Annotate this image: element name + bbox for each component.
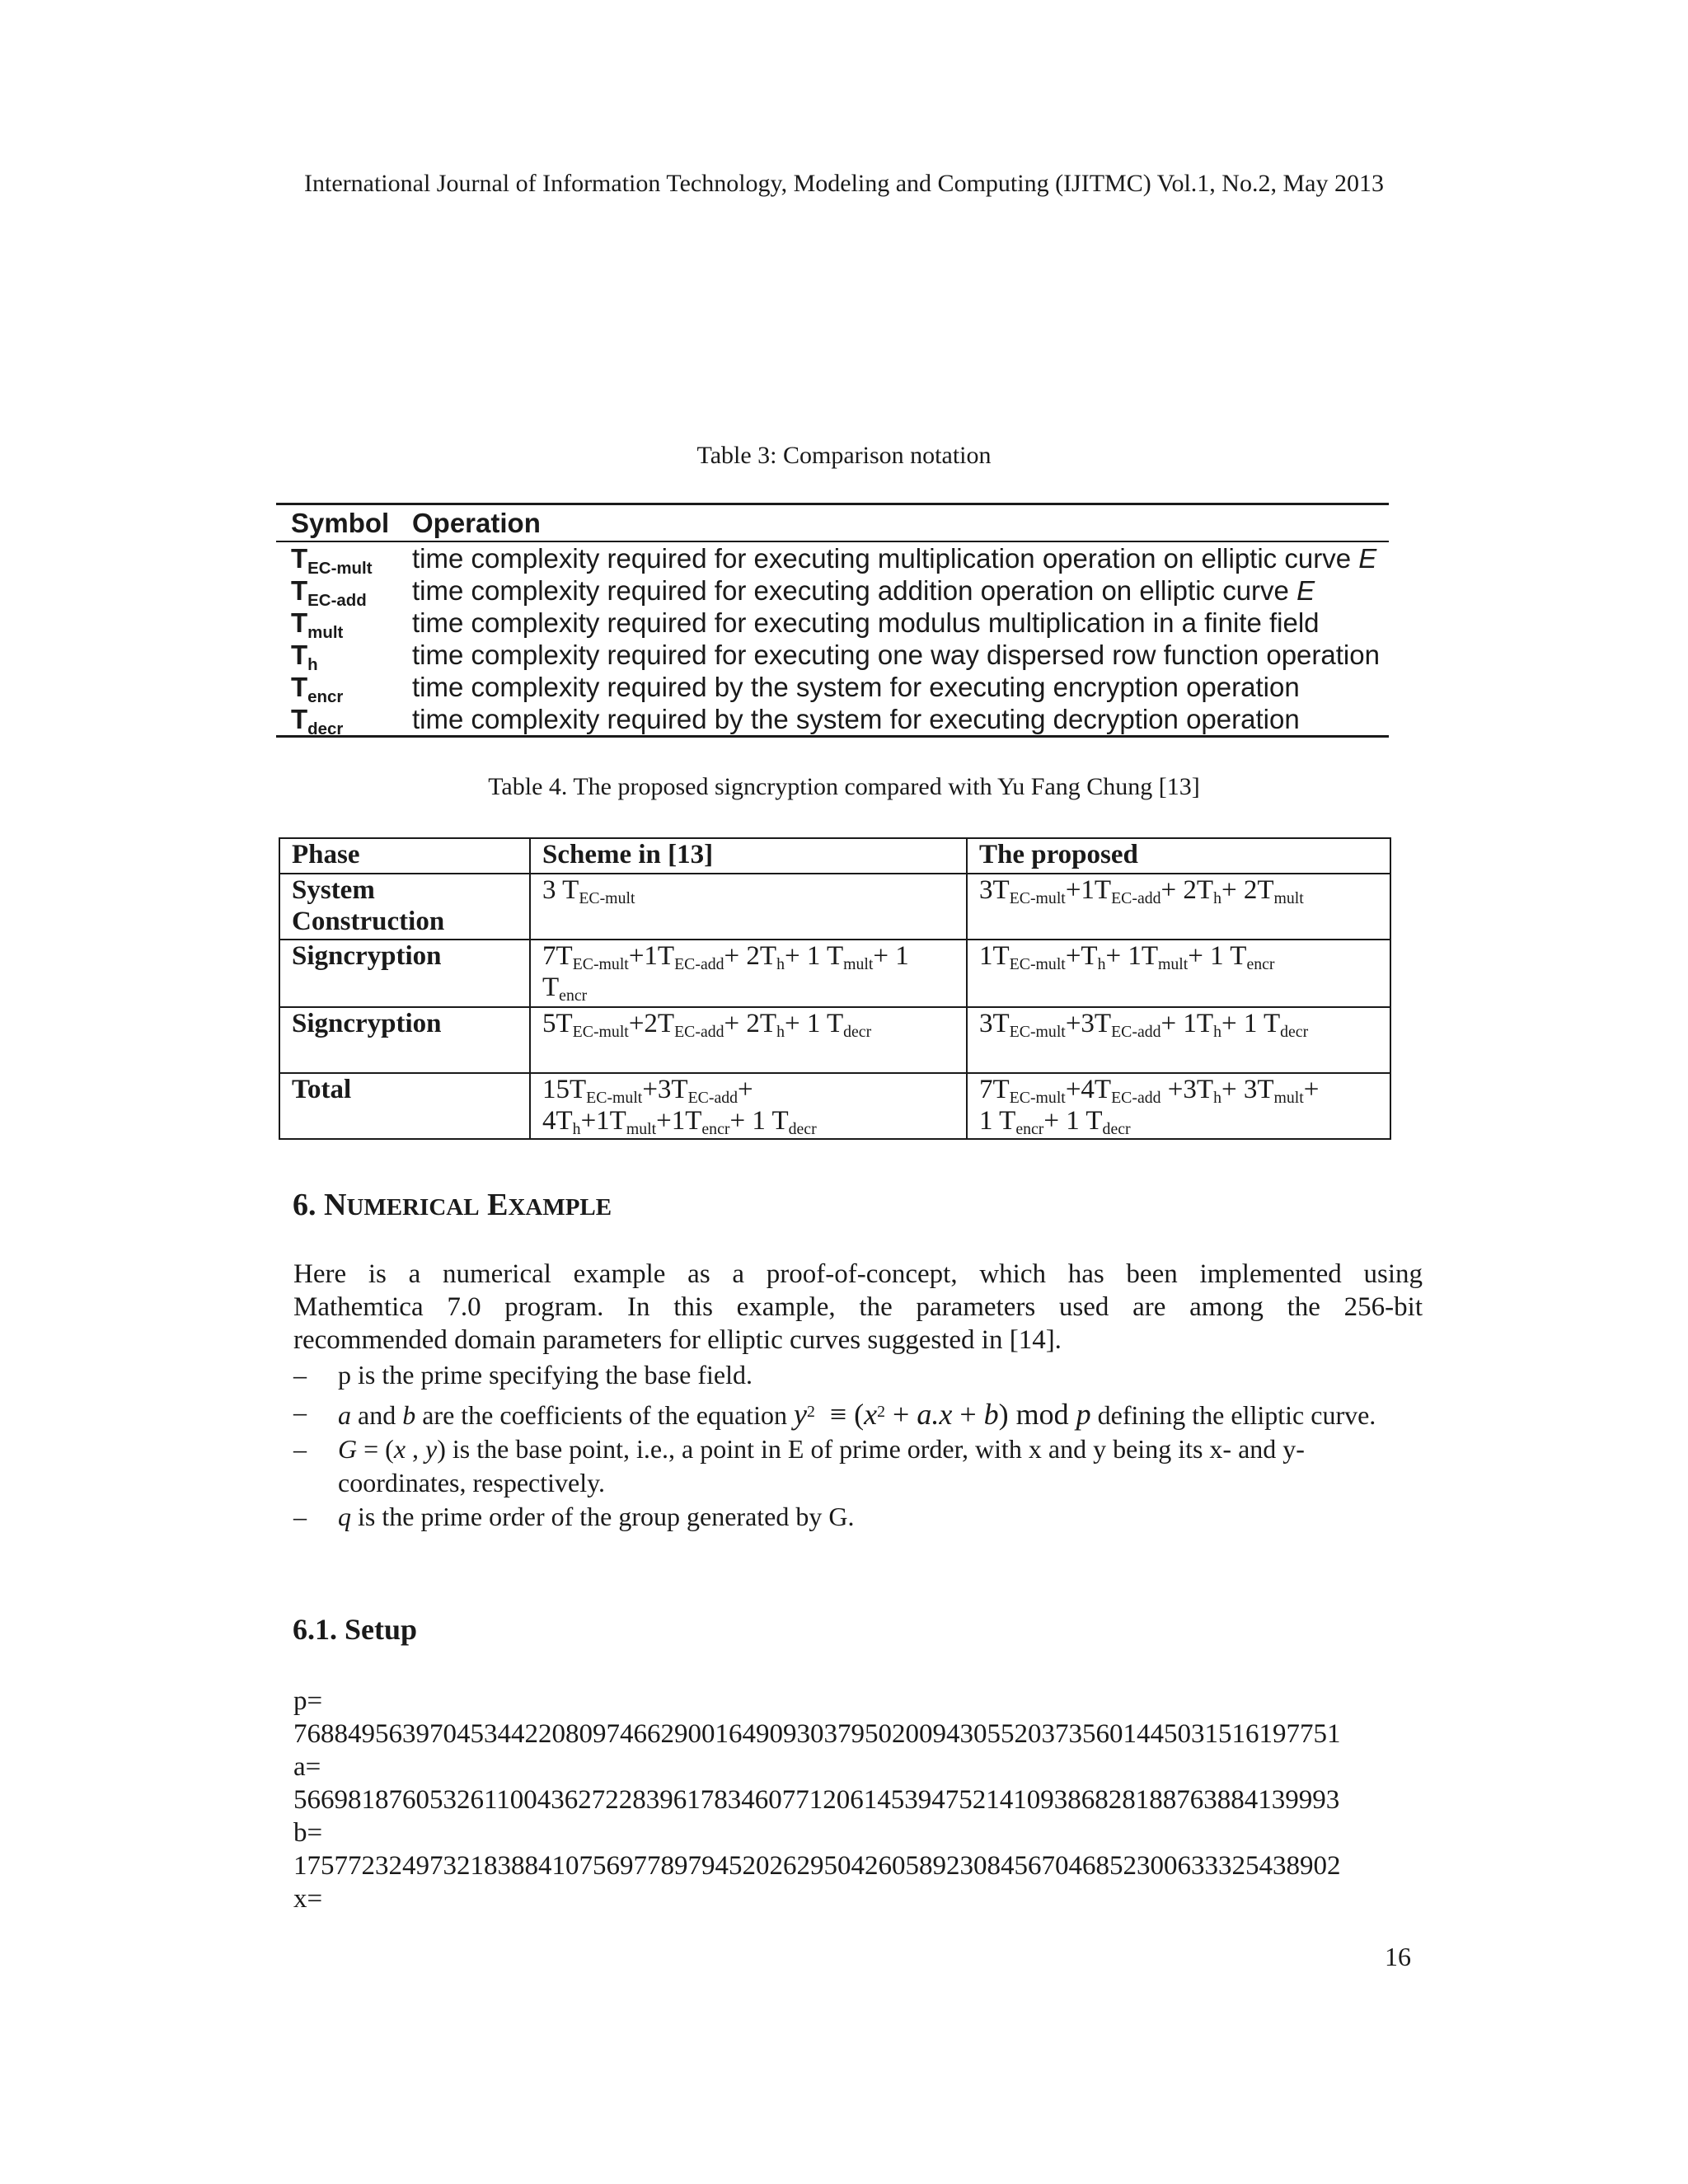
param-value: 17577232497321838841075697789794520262950426058923084567046852300633325438902 xyxy=(293,1851,1341,1881)
symbol-sub: EC-add xyxy=(307,591,367,611)
symbol-sub: encr xyxy=(307,687,344,707)
table3-header xyxy=(276,505,1389,542)
table-row xyxy=(276,703,1389,739)
table-row xyxy=(276,671,1389,707)
operation: time complexity required for executing one way dispersed row function operation xyxy=(412,640,1380,670)
symbol: T xyxy=(291,607,308,638)
param-label: b= xyxy=(293,1818,323,1848)
operation: time complexity required for executing addition operation on elliptic curve xyxy=(412,575,1289,606)
table-row xyxy=(276,639,1389,675)
section-number: 6. xyxy=(293,1188,316,1222)
symbol: T xyxy=(291,672,308,702)
proposed-cell: $1T_{EC-mult}+T_h+ 1T_{mult}+ 1$ $T_{encr}$ xyxy=(967,940,1390,1007)
scheme-cell: 3 $T_{EC-mult}$ xyxy=(530,874,967,940)
operation: time complexity required by the system for executing encryption operation xyxy=(412,672,1300,702)
intro-line: Here is a numerical example as a proof-of-concept, which has been implemented using xyxy=(293,1259,1423,1289)
operation-var: E xyxy=(1358,543,1377,574)
table-header-row xyxy=(279,838,1390,874)
param-label: p= xyxy=(293,1686,323,1716)
header-scheme: Scheme in [13] xyxy=(530,838,967,874)
table-row xyxy=(276,542,1389,579)
proposed-cell: $3T_{EC-mult}+1T_{EC-add}+ 2T_h+ 2T_{mult}$ xyxy=(967,874,1390,940)
param-value: 76884956397045344220809746629001649093037950200943055203735601445031516197751 xyxy=(293,1719,1341,1749)
scheme-cell: $7T_{EC-mult}+1T_{EC-add}+ 2T_h+ 1$ $T_{mult}+ 1$ $T_{encr}$ xyxy=(530,940,967,1007)
col-symbol: Symbol xyxy=(291,508,390,538)
symbol-sub: h xyxy=(307,655,318,675)
notation-table xyxy=(276,503,1389,738)
section-title: 6. NUMERICAL EXAMPLE xyxy=(293,1188,612,1222)
table-row xyxy=(279,1007,1390,1073)
proposed-cell: $7T_{EC-mult}+4T_{EC-add} +3T_h+ 3T_{mult}+$ 1 $T_{encr}+ 1$ $T_{decr}$ xyxy=(967,1073,1390,1139)
phase-cell: Signcryption xyxy=(279,1007,530,1073)
running-header: International Journal of Information Technology, Modeling and Computing (IJITMC) Vol.1, No.2, May 2013 xyxy=(304,170,1384,197)
intro-line: Mathemtica 7.0 program. In this example, the parameters used are among the 256-bit xyxy=(293,1292,1423,1322)
table-row xyxy=(276,574,1389,611)
symbol-sub: EC-mult xyxy=(307,559,373,579)
table-row xyxy=(276,607,1389,643)
header-proposed: The proposed xyxy=(967,838,1390,874)
symbol-sub: mult xyxy=(307,623,344,643)
symbol: T xyxy=(291,543,308,574)
param-label: a= xyxy=(293,1752,321,1782)
table-row xyxy=(279,940,1390,1007)
param-label: x= xyxy=(293,1884,323,1914)
list-item: – a and b are the coefficients of the equation $y^2 \equiv (x^2 + a.x + b)$ mod p defining the elliptic curve. xyxy=(293,1397,1376,1431)
proposed-cell: $3T_{EC-mult}+3T_{EC-add}+ 1T_h+ 1$ $T_{decr}$ xyxy=(967,1007,1390,1073)
symbol: T xyxy=(291,575,308,606)
phase-cell: Total xyxy=(279,1073,530,1139)
operation-var: E xyxy=(1296,575,1315,606)
parameter-values xyxy=(293,1685,1447,1915)
scheme-cell: $15T_{EC-mult}+3T_{EC-add}+$ $4T_h+1T_{mult}+1T_{encr}+ 1$ $T_{decr}$ xyxy=(530,1073,967,1139)
table4-caption: Table 4. The proposed signcryption compared with Yu Fang Chung [13] xyxy=(488,773,1200,800)
phase-cell: Signcryption xyxy=(279,940,530,1007)
list-item: – q is the prime order of the group generated by G. xyxy=(293,1501,855,1531)
subsection-title: 6.1. Setup xyxy=(293,1613,418,1646)
operation: time complexity required by the system for executing decryption operation xyxy=(412,704,1300,734)
header-phase: Phase xyxy=(279,838,530,874)
phase-cell: System Construction xyxy=(279,874,530,940)
page-number: 16 xyxy=(1385,1942,1411,1971)
intro-line: recommended domain parameters for elliptic curves suggested in [14]. xyxy=(293,1325,1062,1355)
list-item: – G = (x , y) is the base point, i.e., a point in E of prime order, with x and y being its x- and y-coordinates, respectively. xyxy=(293,1433,1305,1497)
table3-caption: Table 3: Comparison notation xyxy=(696,442,992,469)
intro-paragraph xyxy=(293,1258,1423,1357)
col-operation: Operation xyxy=(412,508,541,538)
table-row xyxy=(279,874,1390,940)
curve-equation: $y^2 \equiv (x^2 + a.x + b)$ mod p xyxy=(793,1397,1091,1431)
comparison-table xyxy=(279,837,1391,1140)
operation: time complexity required for executing modulus multiplication in a finite field xyxy=(412,607,1320,638)
list-item: – p is the prime specifying the base field. xyxy=(293,1360,753,1390)
param-value: 56698187605326110043627228396178346077120614539475214109386828188763884139993 xyxy=(293,1785,1340,1815)
symbol-sub: decr xyxy=(307,719,344,739)
scheme-cell: $5T_{EC-mult}+2T_{EC-add}+ 2T_h+ 1$ $T_{decr}$ xyxy=(530,1007,967,1073)
symbol: T xyxy=(291,640,308,670)
symbol: T xyxy=(291,704,308,734)
table-row xyxy=(279,1073,1390,1139)
operation: time complexity required for executing multiplication operation on elliptic curve xyxy=(412,543,1352,574)
parameter-list xyxy=(293,1358,1423,1534)
